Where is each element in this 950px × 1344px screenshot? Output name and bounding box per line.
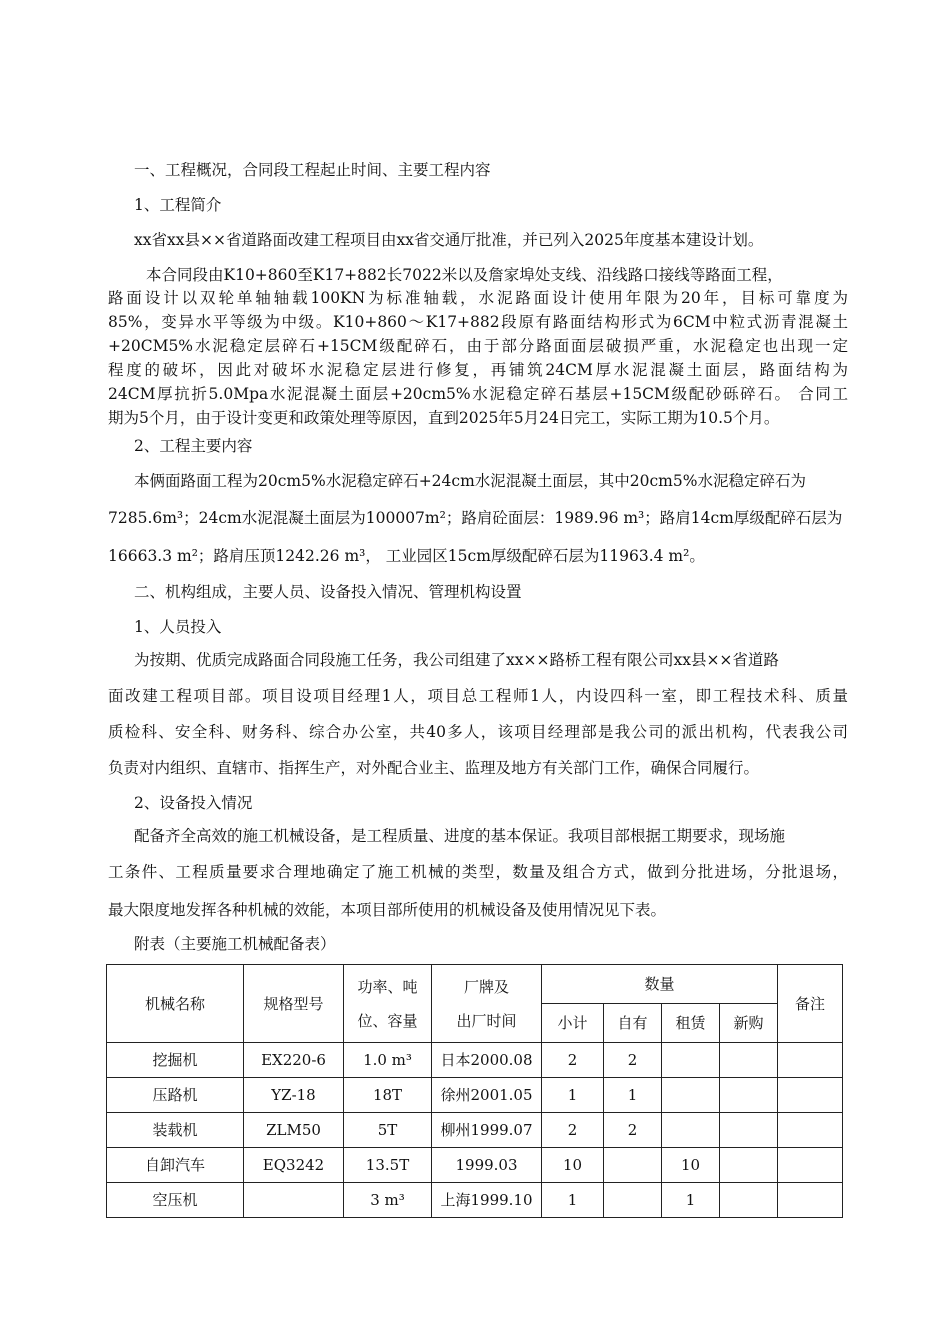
cell-model: ZLM50 xyxy=(244,1113,344,1148)
cell-power: 5T xyxy=(344,1113,432,1148)
subheading-equipment: 2、设备投入情况 xyxy=(134,794,253,812)
cell-new xyxy=(720,1148,778,1183)
section-heading-1: 一、工程概况，合同段工程起止时间、主要工程内容 xyxy=(134,161,491,179)
cell-subtotal: 2 xyxy=(542,1113,604,1148)
paragraph-scope-line: 程度的破坏，因此对破坏水泥稳定层进行修复，再铺筑24CM厚水泥混凝土面层，路面结构为 xyxy=(108,361,848,379)
cell-new xyxy=(720,1078,778,1113)
header-own: 自有 xyxy=(604,1004,662,1043)
paragraph-personnel-line: 面改建工程项目部。项目设项目经理1人，项目总工程师1人，内设四科一室，即工程技术科、质量 xyxy=(108,687,848,705)
paragraph-scope-line: 期为5个月，由于设计变更和政策处理等原因，直到2025年5月24日完工，实际工期为10.5个月。 xyxy=(108,409,780,427)
cell-own xyxy=(604,1148,662,1183)
cell-maker: 徐州2001.05 xyxy=(432,1078,542,1113)
header-maker xyxy=(432,965,542,1043)
subheading-personnel: 1、人员投入 xyxy=(134,618,222,636)
equipment-table xyxy=(106,964,843,1218)
cell-rent xyxy=(662,1043,720,1078)
paragraph-scope-line: +20CM5%水泥稳定层碎石+15CM级配碎石，由于部分路面面层破损严重，水泥稳定也出现一定 xyxy=(108,337,848,355)
cell-remark xyxy=(778,1183,843,1218)
paragraph-equipment-line: 配备齐全高效的施工机械设备，是工程质量、进度的基本保证。我项目部根据工期要求，现场施 xyxy=(134,827,786,845)
cell-model: EX220-6 xyxy=(244,1043,344,1078)
cell-power: 3 m³ xyxy=(344,1183,432,1218)
header-maker-line1: 厂牌及 xyxy=(463,977,509,996)
table-row xyxy=(107,1078,843,1113)
header-maker-line2: 出厂时间 xyxy=(456,1011,517,1030)
cell-subtotal: 10 xyxy=(542,1148,604,1183)
cell-power: 1.0 m³ xyxy=(344,1043,432,1078)
paragraph-approval: xx省xx县××省道路面改建工程项目由xx省交通厅批准，并已列入2025年度基本建设计划。 xyxy=(134,231,764,249)
table-row xyxy=(107,1183,843,1218)
cell-new xyxy=(720,1113,778,1148)
paragraph-equipment-line: 最大限度地发挥各种机械的效能，本项目部所使用的机械设备及使用情况见下表。 xyxy=(108,901,667,919)
cell-power: 13.5T xyxy=(344,1148,432,1183)
paragraph-personnel-line: 负责对内组织、直辖市、指挥生产，对外配合业主、监理及地方有关部门工作，确保合同履行。 xyxy=(108,759,760,777)
header-new: 新购 xyxy=(720,1004,778,1043)
paragraph-personnel-line: 质检科、安全科、财务科、综合办公室，共40多人，该项目经理部是我公司的派出机构，代表我公司 xyxy=(108,723,848,741)
cell-rent: 10 xyxy=(662,1148,720,1183)
cell-model: EQ3242 xyxy=(244,1148,344,1183)
header-power-line1: 功率、吨 xyxy=(357,977,418,996)
header-remark: 备注 xyxy=(778,965,843,1043)
header-subtotal: 小计 xyxy=(542,1004,604,1043)
paragraph-scope-line: 路面设计以双轮单轴轴载100KN为标准轴载，水泥路面设计使用年限为20年，目标可靠度为 xyxy=(108,289,848,307)
cell-subtotal: 1 xyxy=(542,1078,604,1113)
cell-model: YZ-18 xyxy=(244,1078,344,1113)
cell-remark xyxy=(778,1148,843,1183)
subheading-main-content: 2、工程主要内容 xyxy=(134,437,253,455)
header-power xyxy=(344,965,432,1043)
paragraph-personnel-line: 为按期、优质完成路面合同段施工任务，我公司组建了xx××路桥工程有限公司xx县××省道路 xyxy=(134,651,779,669)
cell-subtotal: 1 xyxy=(542,1183,604,1218)
paragraph-quantities-line: 16663.3 m²；路肩压顶1242.26 m³， 工业园区15cm厚级配碎石层为11963.4 m²。 xyxy=(108,547,705,565)
header-model: 规格型号 xyxy=(244,965,344,1043)
paragraph-quantities-line: 7285.6m³；24cm水泥混凝土面层为100007m²；路肩砼面层：1989.96 m³；路肩14cm厚级配碎石层为 xyxy=(108,509,843,527)
header-power-line2: 位、容量 xyxy=(357,1011,418,1030)
cell-own: 1 xyxy=(604,1078,662,1113)
table-row xyxy=(107,1043,843,1078)
header-quantity: 数量 xyxy=(542,965,778,1004)
cell-rent xyxy=(662,1113,720,1148)
paragraph-quantities-line: 本俩面路面工程为20cm5%水泥稳定碎石+24cm水泥混凝土面层，其中20cm5%水泥稳定碎石为 xyxy=(134,472,806,490)
cell-name: 装载机 xyxy=(107,1113,244,1148)
cell-rent: 1 xyxy=(662,1183,720,1218)
cell-own: 2 xyxy=(604,1043,662,1078)
subheading-project-intro: 1、工程简介 xyxy=(134,196,222,214)
cell-rent xyxy=(662,1078,720,1113)
cell-name: 自卸汽车 xyxy=(107,1148,244,1183)
cell-name: 压路机 xyxy=(107,1078,244,1113)
table-row xyxy=(107,1113,843,1148)
cell-name: 空压机 xyxy=(107,1183,244,1218)
cell-own xyxy=(604,1183,662,1218)
table-caption: 附表（主要施工机械配备表） xyxy=(134,935,336,953)
cell-power: 18T xyxy=(344,1078,432,1113)
header-rent: 租赁 xyxy=(662,1004,720,1043)
paragraph-scope-line: 本合同段由K10+860至K17+882长7022米以及詹家埠处支线、沿线路口接线等路面工程， xyxy=(146,266,783,284)
cell-name: 挖掘机 xyxy=(107,1043,244,1078)
cell-own: 2 xyxy=(604,1113,662,1148)
cell-new xyxy=(720,1043,778,1078)
cell-maker: 上海1999.10 xyxy=(432,1183,542,1218)
cell-model xyxy=(244,1183,344,1218)
section-heading-2: 二、机构组成，主要人员、设备投入情况、管理机构设置 xyxy=(134,583,522,601)
paragraph-scope-line: 85%，变异水平等级为中级。K10+860～K17+882段原有路面结构形式为6CM中粒式沥青混凝土 xyxy=(108,313,848,331)
cell-remark xyxy=(778,1078,843,1113)
cell-subtotal: 2 xyxy=(542,1043,604,1078)
cell-remark xyxy=(778,1043,843,1078)
cell-maker: 1999.03 xyxy=(432,1148,542,1183)
cell-remark xyxy=(778,1113,843,1148)
cell-maker: 柳州1999.07 xyxy=(432,1113,542,1148)
paragraph-scope-line: 24CM厚抗折5.0Mpa水泥混凝土面层+20cm5%水泥稳定碎石基层+15CM级配砂砾碎石。 合同工 xyxy=(108,385,848,403)
cell-new xyxy=(720,1183,778,1218)
header-machine-name: 机械名称 xyxy=(107,965,244,1043)
cell-maker: 日本2000.08 xyxy=(432,1043,542,1078)
paragraph-equipment-line: 工条件、工程质量要求合理地确定了施工机械的类型，数量及组合方式，做到分批进场，分批退场， xyxy=(108,863,848,881)
table-row xyxy=(107,1148,843,1183)
